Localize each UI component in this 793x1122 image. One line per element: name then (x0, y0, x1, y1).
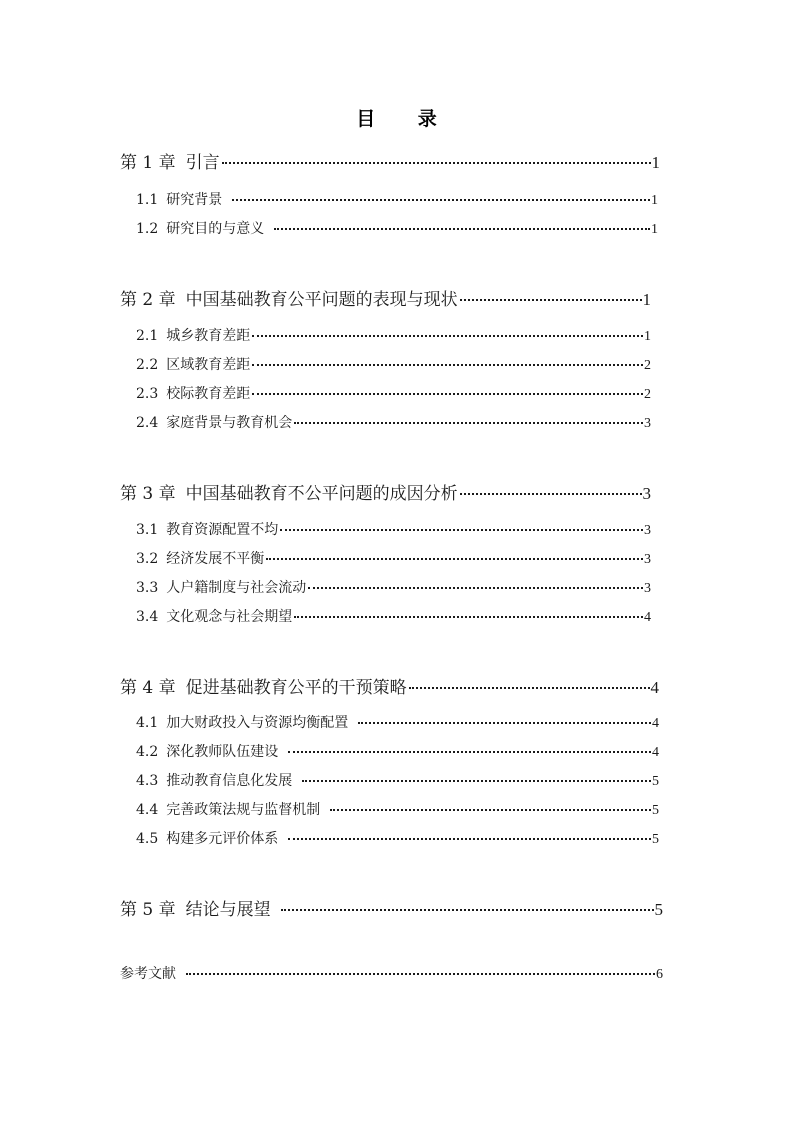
toc-entry-number: 2.2 (136, 357, 159, 373)
dot-leader (294, 413, 643, 427)
toc-section-entry[interactable] (136, 354, 651, 374)
toc-entry-title: 文化观念与社会期望 (166, 609, 293, 625)
dot-leader (409, 676, 650, 693)
toc-section-entry[interactable] (136, 325, 651, 345)
toc-section-entry[interactable] (136, 548, 651, 568)
toc-entry-number: 2.4 (136, 415, 159, 431)
toc-page-number: 4 (644, 610, 651, 625)
toc-page-number: 5 (652, 774, 659, 789)
dot-leader (252, 384, 643, 398)
toc-section-entry[interactable] (136, 799, 659, 819)
toc-entry-number: 第 1 章 (120, 153, 176, 173)
toc-entry-number: 第 3 章 (120, 484, 176, 504)
toc-page-number: 3 (644, 552, 651, 567)
toc-entry-number: 第 4 章 (120, 678, 176, 698)
toc-entry-title: 促进基础教育公平的干预策略 (185, 678, 407, 698)
toc-entry-title: 构建多元评价体系 (166, 831, 279, 847)
toc-page-number: 5 (654, 900, 663, 919)
toc-page-number: 1 (642, 290, 651, 309)
toc-chapter-entry[interactable] (120, 895, 663, 920)
toc-entry-number: 第 2 章 (120, 290, 176, 310)
dot-leader (302, 771, 651, 785)
dot-leader (222, 151, 651, 168)
dot-leader (288, 742, 651, 756)
toc-section-entry[interactable] (136, 189, 658, 209)
dot-leader (460, 482, 642, 499)
toc-entry-number: 4.3 (136, 773, 159, 789)
toc-entry-number: 3.3 (136, 580, 159, 596)
toc-page-number: 4 (652, 716, 659, 731)
toc-entry-title: 参考文献 (120, 966, 176, 982)
toc-section-entry[interactable] (136, 712, 659, 732)
toc-chapter-entry[interactable] (120, 148, 660, 173)
toc-entry-number: 第 5 章 (120, 900, 176, 920)
dot-leader (252, 326, 643, 340)
toc-entry-title: 校际教育差距 (166, 386, 251, 402)
toc-chapter-entry[interactable] (120, 479, 651, 504)
toc-entry-number: 3.2 (136, 551, 159, 567)
toc-page-number: 5 (652, 832, 659, 847)
toc-references-entry[interactable] (120, 963, 663, 983)
toc-section-entry[interactable] (136, 412, 651, 432)
toc-section-entry[interactable] (136, 577, 651, 597)
dot-leader (308, 578, 643, 592)
toc-entry-number: 2.3 (136, 386, 159, 402)
toc-chapter-entry[interactable] (120, 673, 659, 698)
toc-entry-number: 4.1 (136, 715, 159, 731)
dot-leader (252, 355, 643, 369)
toc-section-entry[interactable] (136, 828, 659, 848)
toc-entry-title: 城乡教育差距 (166, 328, 251, 344)
toc-entry-number: 3.1 (136, 522, 159, 538)
toc-page-number: 2 (644, 387, 651, 402)
toc-entry-title: 区域教育差距 (166, 357, 251, 373)
toc-page-number: 3 (644, 523, 651, 538)
toc-entry-number: 1.2 (136, 221, 159, 237)
toc-entry-title: 完善政策法规与监督机制 (166, 802, 321, 818)
toc-section-entry[interactable] (136, 383, 651, 403)
toc-entry-title: 教育资源配置不均 (166, 522, 279, 538)
dot-leader (274, 219, 650, 233)
toc-entry-title: 人户籍制度与社会流动 (166, 580, 307, 596)
toc-page-number: 1 (644, 329, 651, 344)
toc-section-entry[interactable] (136, 218, 658, 238)
toc-entry-number: 1.1 (136, 192, 159, 208)
toc-page-number: 1 (651, 193, 658, 208)
dot-leader (281, 898, 654, 915)
toc-page-number: 5 (652, 803, 659, 818)
toc-chapter-entry[interactable] (120, 285, 651, 310)
toc-page-number: 3 (644, 581, 651, 596)
toc-page-number: 6 (656, 967, 663, 982)
toc-entry-title: 推动教育信息化发展 (166, 773, 293, 789)
toc-page-number: 1 (651, 222, 658, 237)
toc-page-number: 3 (644, 416, 651, 431)
toc-section-entry[interactable] (136, 519, 651, 539)
dot-leader (280, 520, 643, 534)
toc-section-entry[interactable] (136, 741, 659, 761)
toc-entry-number: 4.5 (136, 831, 159, 847)
toc-entry-number: 4.4 (136, 802, 159, 818)
toc-entry-title: 经济发展不平衡 (166, 551, 265, 567)
toc-section-entry[interactable] (136, 606, 651, 626)
toc-page-number: 3 (642, 484, 651, 503)
toc-section-entry[interactable] (136, 770, 659, 790)
toc-page-number: 4 (652, 745, 659, 760)
toc-entry-number: 2.1 (136, 328, 159, 344)
toc-entry-number: 4.2 (136, 744, 159, 760)
toc-entry-title: 加大财政投入与资源均衡配置 (166, 715, 349, 731)
toc-entry-title: 中国基础教育不公平问题的成因分析 (185, 484, 458, 504)
toc-page-number: 2 (644, 358, 651, 373)
toc-entry-title: 引言 (185, 153, 220, 173)
toc-page-number: 1 (651, 153, 660, 172)
dot-leader (330, 800, 651, 814)
toc-entry-title: 结论与展望 (185, 900, 271, 920)
dot-leader (288, 829, 651, 843)
dot-leader (460, 288, 642, 305)
dot-leader (294, 607, 643, 621)
dot-leader (358, 713, 651, 727)
toc-entry-number: 3.4 (136, 609, 159, 625)
toc-entry-title: 研究目的与意义 (166, 221, 265, 237)
toc-title: 目 录 (356, 108, 455, 130)
dot-leader (186, 964, 655, 978)
toc-page-number: 4 (650, 678, 659, 697)
dot-leader (232, 190, 650, 204)
toc-entry-title: 研究背景 (166, 192, 223, 208)
dot-leader (266, 549, 643, 563)
toc-entry-title: 家庭背景与教育机会 (166, 415, 293, 431)
toc-entry-title: 中国基础教育公平问题的表现与现状 (185, 290, 458, 310)
toc-entry-title: 深化教师队伍建设 (166, 744, 279, 760)
